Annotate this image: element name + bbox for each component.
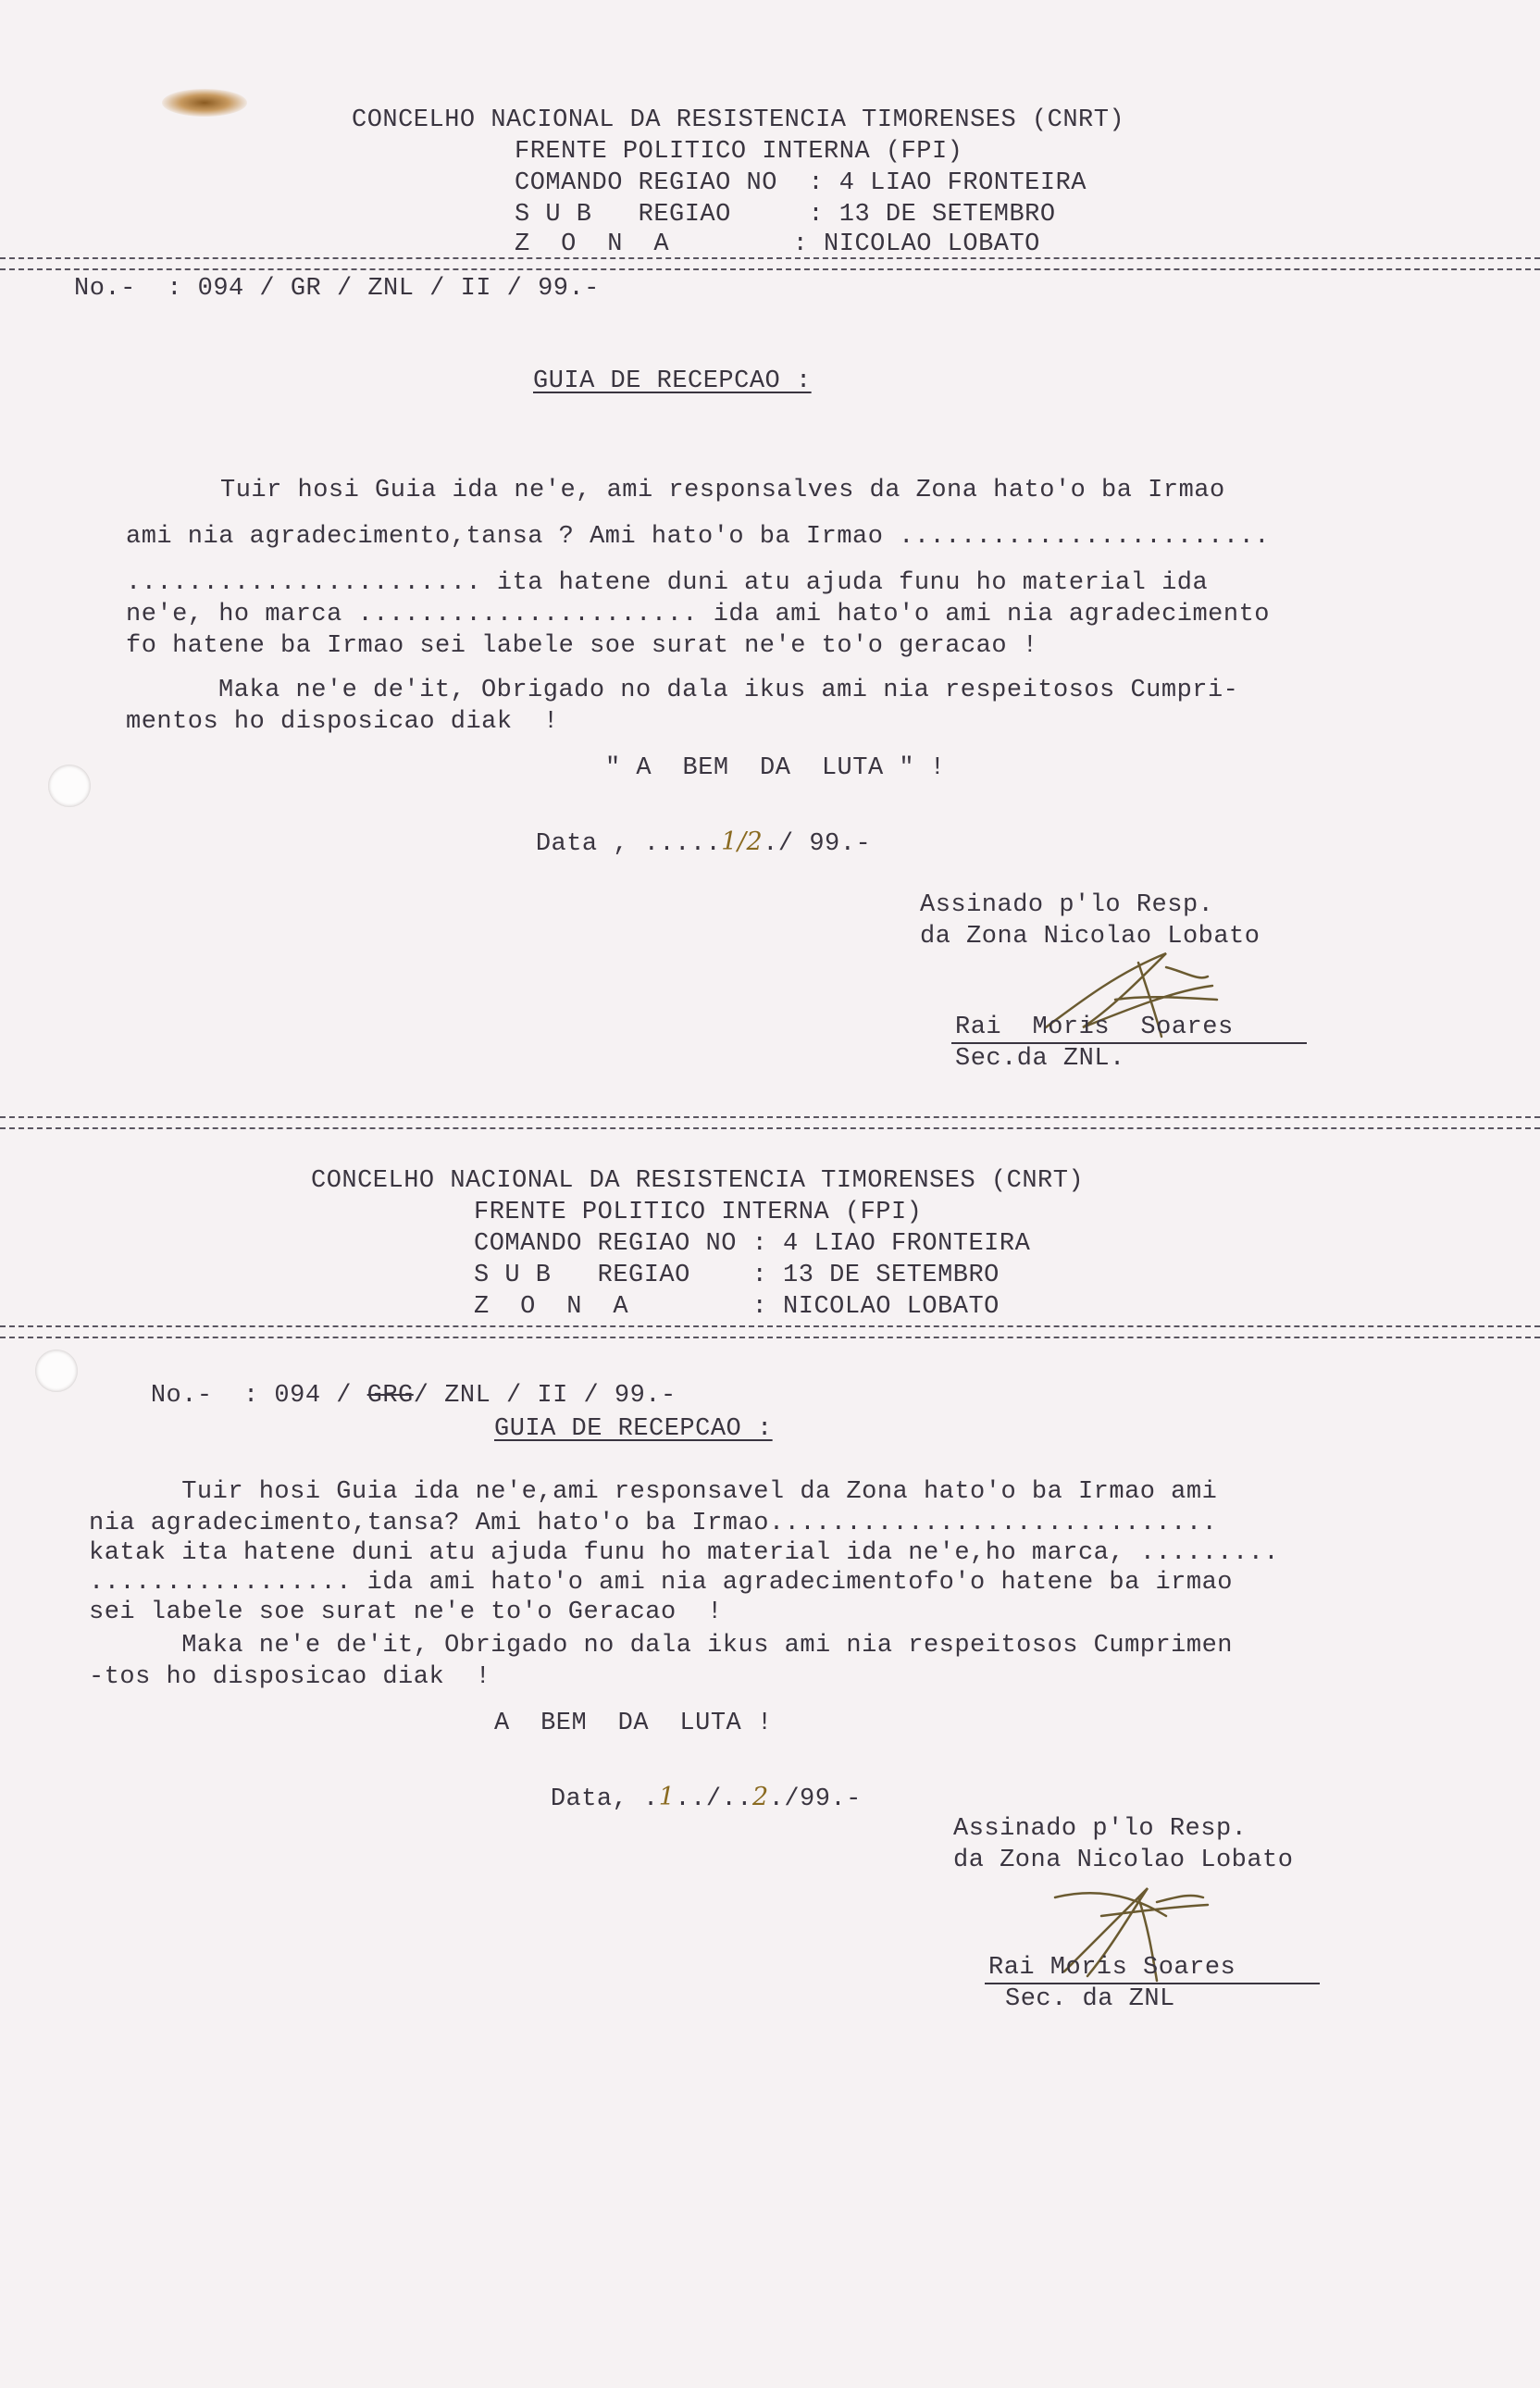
punch-hole-top bbox=[48, 765, 91, 807]
doc2-para-line3: katak ita hatene duni atu ajuda funu ho material ida ne'e,ho marca, ......... bbox=[89, 1539, 1280, 1567]
doc1-para-line7: mentos ho disposicao diak ! bbox=[126, 708, 559, 736]
doc1-date-month: 2 bbox=[746, 827, 764, 856]
doc1-motto: " A BEM DA LUTA " ! bbox=[605, 754, 946, 782]
doc2-date-sep: ../.. bbox=[675, 1785, 752, 1813]
doc1-para-line2: ami nia agradecimento,tansa ? Ami hato'o ba Irmao ........................ bbox=[126, 523, 1270, 551]
doc1-date-day: 1 bbox=[721, 827, 738, 856]
doc1-date-suffix: ./ 99.- bbox=[763, 830, 872, 858]
doc2-number-struck: GRG bbox=[366, 1382, 414, 1410]
doc2-para-line5: sei labele soe surat ne'e to'o Geracao ! bbox=[89, 1598, 723, 1626]
doc1-para-line4: ne'e, ho marca ...................... ida ami hato'o ami nia agradecimento bbox=[126, 601, 1270, 628]
doc2-para-line7: -tos ho disposicao diak ! bbox=[89, 1663, 491, 1691]
doc1-date-sep: / bbox=[737, 827, 747, 856]
doc-separator bbox=[0, 1116, 1540, 1129]
doc2-date-month: 2 bbox=[751, 1783, 769, 1811]
doc2-para-line2: nia agradecimento,tansa? Ami hato'o ba Irmao............................. bbox=[89, 1510, 1218, 1537]
doc1-header-line3: COMANDO REGIAO NO : 4 LIAO FRONTEIRA bbox=[515, 169, 1087, 197]
doc2-header-line4: S U B REGIAO : 13 DE SETEMBRO bbox=[474, 1262, 1000, 1289]
doc1-date-prefix: Data , ..... bbox=[535, 830, 722, 858]
doc2-header-line5: Z O N A : NICOLAO LOBATO bbox=[474, 1293, 1000, 1321]
doc1-title: GUIA DE RECEPCAO : bbox=[533, 367, 812, 395]
doc2-signed-line2: da Zona Nicolao Lobato bbox=[953, 1847, 1294, 1874]
doc1-para-line3: ....................... ita hatene duni atu ajuda funu ho material ida bbox=[126, 569, 1209, 597]
doc2-date-suffix: ./99.- bbox=[768, 1785, 862, 1813]
doc1-para-line1: Tuir hosi Guia ida ne'e, ami responsalves da Zona hato'o ba Irmao bbox=[220, 477, 1225, 504]
doc1-signer-title: Sec.da ZNL. bbox=[955, 1045, 1125, 1073]
doc2-motto: A BEM DA LUTA ! bbox=[494, 1710, 773, 1737]
doc2-signer-name: Rai Moris Soares bbox=[988, 1954, 1236, 1982]
doc2-header-line1: CONCELHO NACIONAL DA RESISTENCIA TIMORENSES (CNRT) bbox=[311, 1167, 1085, 1195]
doc2-date bbox=[489, 1753, 862, 1844]
doc2-number-prefix: No.- : 094 / bbox=[150, 1382, 352, 1410]
doc2-title: GUIA DE RECEPCAO : bbox=[494, 1415, 773, 1443]
doc2-date-prefix: Data, . bbox=[550, 1785, 659, 1813]
doc1-signed-line2: da Zona Nicolao Lobato bbox=[920, 923, 1261, 951]
doc1-header-line2: FRENTE POLITICO INTERNA (FPI) bbox=[515, 138, 963, 166]
doc2-number-suffix: / ZNL / II / 99.- bbox=[413, 1382, 677, 1410]
doc1-header-line1: CONCELHO NACIONAL DA RESISTENCIA TIMORENSES (CNRT) bbox=[352, 106, 1125, 134]
doc2-header-divider bbox=[0, 1325, 1540, 1338]
doc1-signer-name: Rai Moris Soares bbox=[955, 1014, 1234, 1041]
doc1-header-divider bbox=[0, 257, 1540, 270]
doc2-signer-title: Sec. da ZNL bbox=[1005, 1985, 1175, 2013]
punch-hole-bottom bbox=[35, 1349, 78, 1392]
doc2-signed-line1: Assinado p'lo Resp. bbox=[953, 1815, 1248, 1843]
doc1-header-line4: S U B REGIAO : 13 DE SETEMBRO bbox=[515, 201, 1056, 229]
doc1-header-line5: Z O N A : NICOLAO LOBATO bbox=[515, 230, 1040, 258]
doc1-reference-number: No.- : 094 / GR / ZNL / II / 99.- bbox=[74, 275, 600, 303]
doc2-header-line3: COMANDO REGIAO NO : 4 LIAO FRONTEIRA bbox=[474, 1230, 1031, 1258]
doc1-para-line5: fo hatene ba Irmao sei labele soe surat ne'e to'o geracao ! bbox=[126, 632, 1038, 660]
doc1-signed-line1: Assinado p'lo Resp. bbox=[920, 891, 1214, 919]
rust-stain bbox=[162, 89, 247, 117]
doc1-date bbox=[474, 798, 871, 889]
doc2-para-line1: Tuir hosi Guia ida ne'e,ami responsavel da Zona hato'o ba Irmao ami bbox=[89, 1478, 1218, 1506]
doc1-para-line6: Maka ne'e de'it, Obrigado no dala ikus ami nia respeitosos Cumpri- bbox=[218, 677, 1239, 704]
doc2-para-line6: Maka ne'e de'it, Obrigado no dala ikus ami nia respeitosos Cumprimen bbox=[89, 1632, 1233, 1660]
doc2-header-line2: FRENTE POLITICO INTERNA (FPI) bbox=[474, 1199, 923, 1226]
doc2-date-day: 1 bbox=[658, 1783, 676, 1811]
doc2-para-line4: ................. ida ami hato'o ami nia agradecimentofo'o hatene ba irmao bbox=[89, 1569, 1233, 1597]
